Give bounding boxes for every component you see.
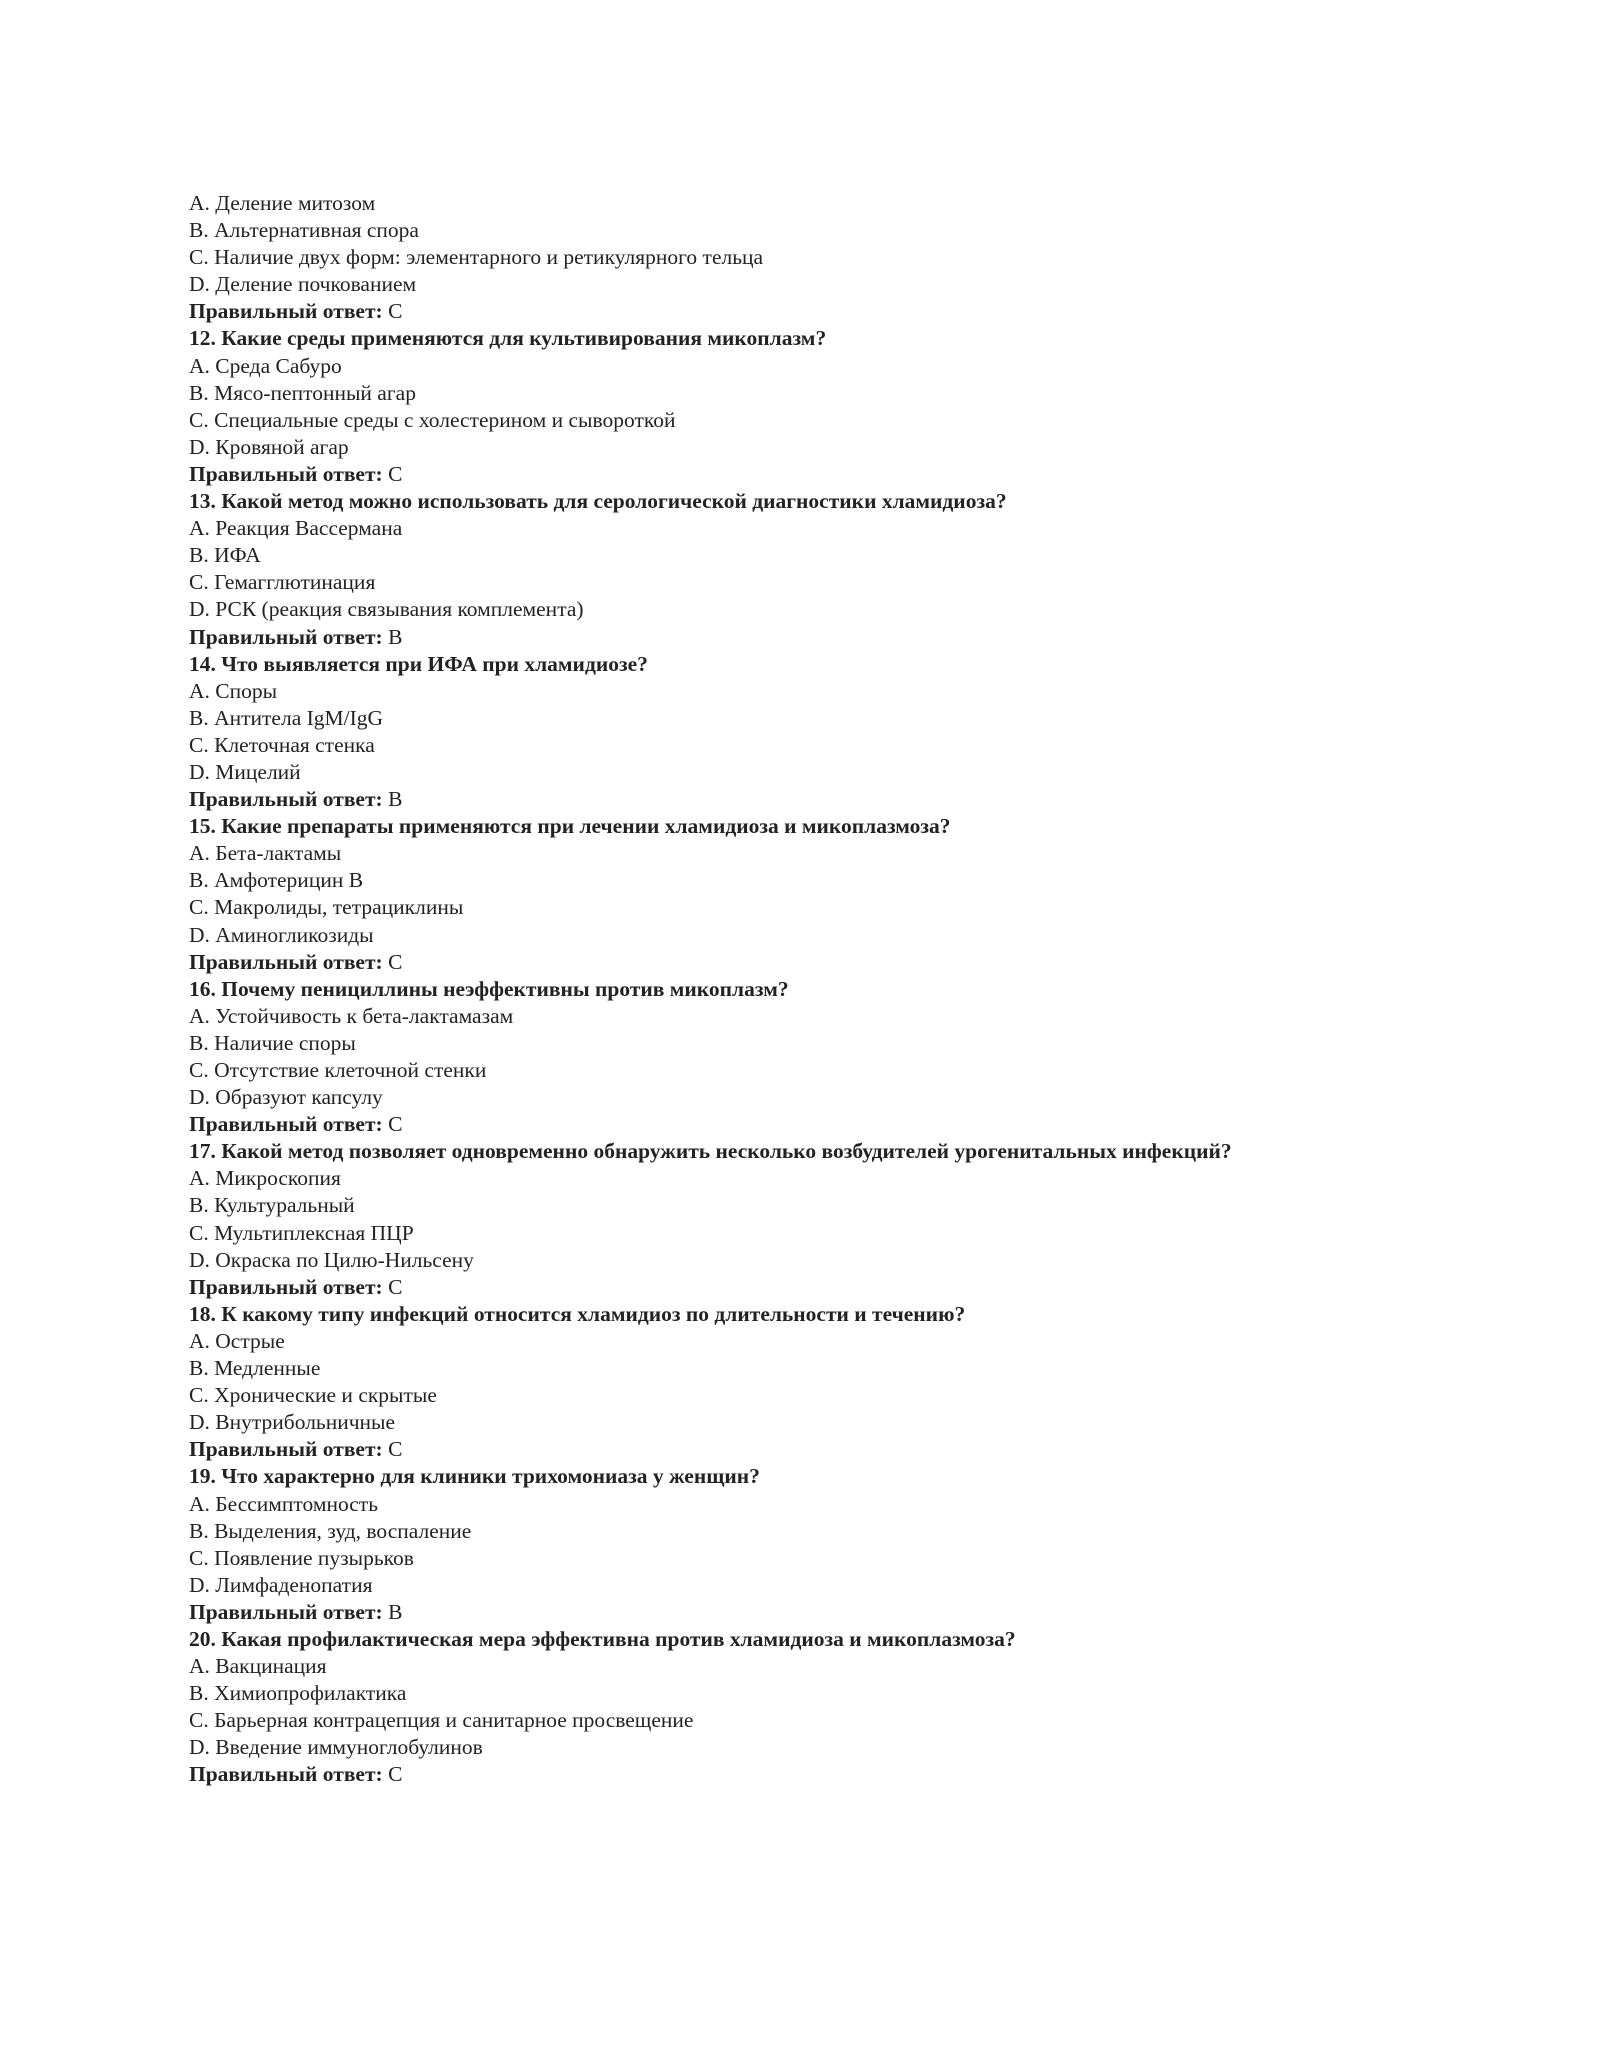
question-text: 14. Что выявляется при ИФА при хламидиозе? xyxy=(189,651,648,676)
option-d: D. Лимфаденопатия xyxy=(189,1572,373,1597)
question-block xyxy=(189,813,1489,976)
correct-answer xyxy=(189,786,1489,813)
question-block xyxy=(189,488,1489,651)
option-d: D. Мицелий xyxy=(189,759,301,784)
question-text: 16. Почему пенициллины неэффективны против микоплазм? xyxy=(189,976,789,1001)
question-block xyxy=(189,1463,1489,1626)
option-d: D. Деление почкованием xyxy=(189,272,417,297)
option-c: C. Мультиплексная ПЦР xyxy=(189,1220,414,1245)
correct-answer xyxy=(189,1599,1489,1626)
option-b: B. Мясо-пептонный агар xyxy=(189,380,416,405)
option-d: D. Окраска по Цилю-Нильсену xyxy=(189,1247,474,1272)
question-text: 20. Какая профилактическая мера эффективна против хламидиоза и микоплазмоза? xyxy=(189,1626,1016,1651)
answer-value: B xyxy=(382,624,403,649)
correct-answer xyxy=(189,1111,1489,1138)
option-c: C. Барьерная контрацепция и санитарное просвещение xyxy=(189,1708,694,1733)
question-text: 17. Какой метод позволяет одновременно обнаружить несколько возбудителей урогенитальных инфекций? xyxy=(189,1139,1232,1164)
option-b: B. Амфотерицин B xyxy=(189,868,364,893)
option-c: C. Наличие двух форм: элементарного и ретикулярного тельца xyxy=(189,245,764,270)
option-b: B. Культуральный xyxy=(189,1193,355,1218)
answer-label: Правильный ответ: xyxy=(189,1599,383,1624)
option-c: C. Отсутствие клеточной стенки xyxy=(189,1058,487,1082)
correct-answer xyxy=(189,949,1489,976)
answer-label: Правильный ответ: xyxy=(189,787,383,812)
answer-value: C xyxy=(382,1112,403,1137)
answer-value: C xyxy=(382,1437,403,1462)
option-a: A. Деление митозом xyxy=(189,191,376,215)
answer-label: Правильный ответ: xyxy=(189,1274,383,1299)
answer-value: B xyxy=(382,1599,403,1624)
answer-label: Правильный ответ: xyxy=(189,949,383,974)
answer-label: Правильный ответ: xyxy=(189,461,383,486)
option-b: B. Наличие споры xyxy=(189,1030,356,1055)
correct-answer xyxy=(189,1274,1489,1301)
answer-value: C xyxy=(382,461,403,486)
option-d: D. Аминогликозиды xyxy=(189,922,374,947)
option-a: A. Бессимптомность xyxy=(189,1491,378,1516)
answer-label: Правильный ответ: xyxy=(189,1437,383,1462)
answer-label: Правильный ответ: xyxy=(189,624,383,649)
question-block xyxy=(189,1626,1489,1789)
question-block xyxy=(189,1301,1489,1464)
option-a: A. Устойчивость к бета-лактамазам xyxy=(189,1003,514,1028)
option-b: B. Антитела IgM/IgG xyxy=(189,705,384,730)
option-a: A. Бета-лактамы xyxy=(189,841,342,866)
question-block-continued xyxy=(189,190,1489,325)
option-d: D. Введение иммуноглобулинов xyxy=(189,1735,483,1760)
correct-answer xyxy=(189,298,1489,325)
option-b: B. Выделения, зуд, воспаление xyxy=(189,1518,472,1543)
correct-answer xyxy=(189,1436,1489,1463)
answer-label: Правильный ответ: xyxy=(189,299,383,324)
option-b: B. Химиопрофилактика xyxy=(189,1681,407,1706)
option-a: A. Среда Сабуро xyxy=(189,353,342,378)
question-block xyxy=(189,976,1489,1139)
correct-answer xyxy=(189,624,1489,651)
document-body xyxy=(189,190,1489,1789)
option-b: B. ИФА xyxy=(189,543,261,568)
answer-value: C xyxy=(382,949,403,974)
option-a: A. Микроскопия xyxy=(189,1166,341,1191)
question-block xyxy=(189,651,1489,814)
option-d: D. Внутрибольничные xyxy=(189,1410,396,1435)
question-block xyxy=(189,1138,1489,1301)
option-d: D. РСК (реакция связывания комплемента) xyxy=(189,597,584,622)
option-a: A. Споры xyxy=(189,678,278,703)
correct-answer xyxy=(189,461,1489,488)
answer-label: Правильный ответ: xyxy=(189,1112,383,1137)
option-c: C. Макролиды, тетрациклины xyxy=(189,895,464,920)
option-c: C. Гемагглютинация xyxy=(189,570,376,595)
question-block xyxy=(189,325,1489,488)
option-c: C. Специальные среды с холестерином и сывороткой xyxy=(189,407,676,432)
answer-value: C xyxy=(382,1274,403,1299)
option-d: D. Кровяной агар xyxy=(189,434,349,459)
answer-value: C xyxy=(382,1762,403,1787)
question-text: 12. Какие среды применяются для культивирования микоплазм? xyxy=(189,326,827,351)
option-c: C. Появление пузырьков xyxy=(189,1545,414,1570)
question-text: 18. К какому типу инфекций относится хламидиоз по длительности и течению? xyxy=(189,1301,966,1326)
answer-value: C xyxy=(382,299,403,324)
answer-label: Правильный ответ: xyxy=(189,1762,383,1787)
option-b: B. Медленные xyxy=(189,1356,321,1381)
option-d: D. Образуют капсулу xyxy=(189,1085,383,1110)
question-text: 19. Что характерно для клиники трихомониаза у женщин? xyxy=(189,1464,760,1489)
option-b: B. Альтернативная спора xyxy=(189,218,419,243)
answer-value: B xyxy=(382,787,403,812)
option-c: C. Клеточная стенка xyxy=(189,732,375,757)
question-text: 13. Какой метод можно использовать для серологической диагностики хламидиоза? xyxy=(189,489,1007,514)
option-a: A. Острые xyxy=(189,1328,285,1353)
correct-answer xyxy=(189,1761,1489,1788)
option-c: C. Хронические и скрытые xyxy=(189,1383,437,1408)
question-text: 15. Какие препараты применяются при лечении хламидиоза и микоплазмоза? xyxy=(189,814,951,839)
option-a: A. Реакция Вассермана xyxy=(189,516,403,541)
option-a: A. Вакцинация xyxy=(189,1654,327,1679)
